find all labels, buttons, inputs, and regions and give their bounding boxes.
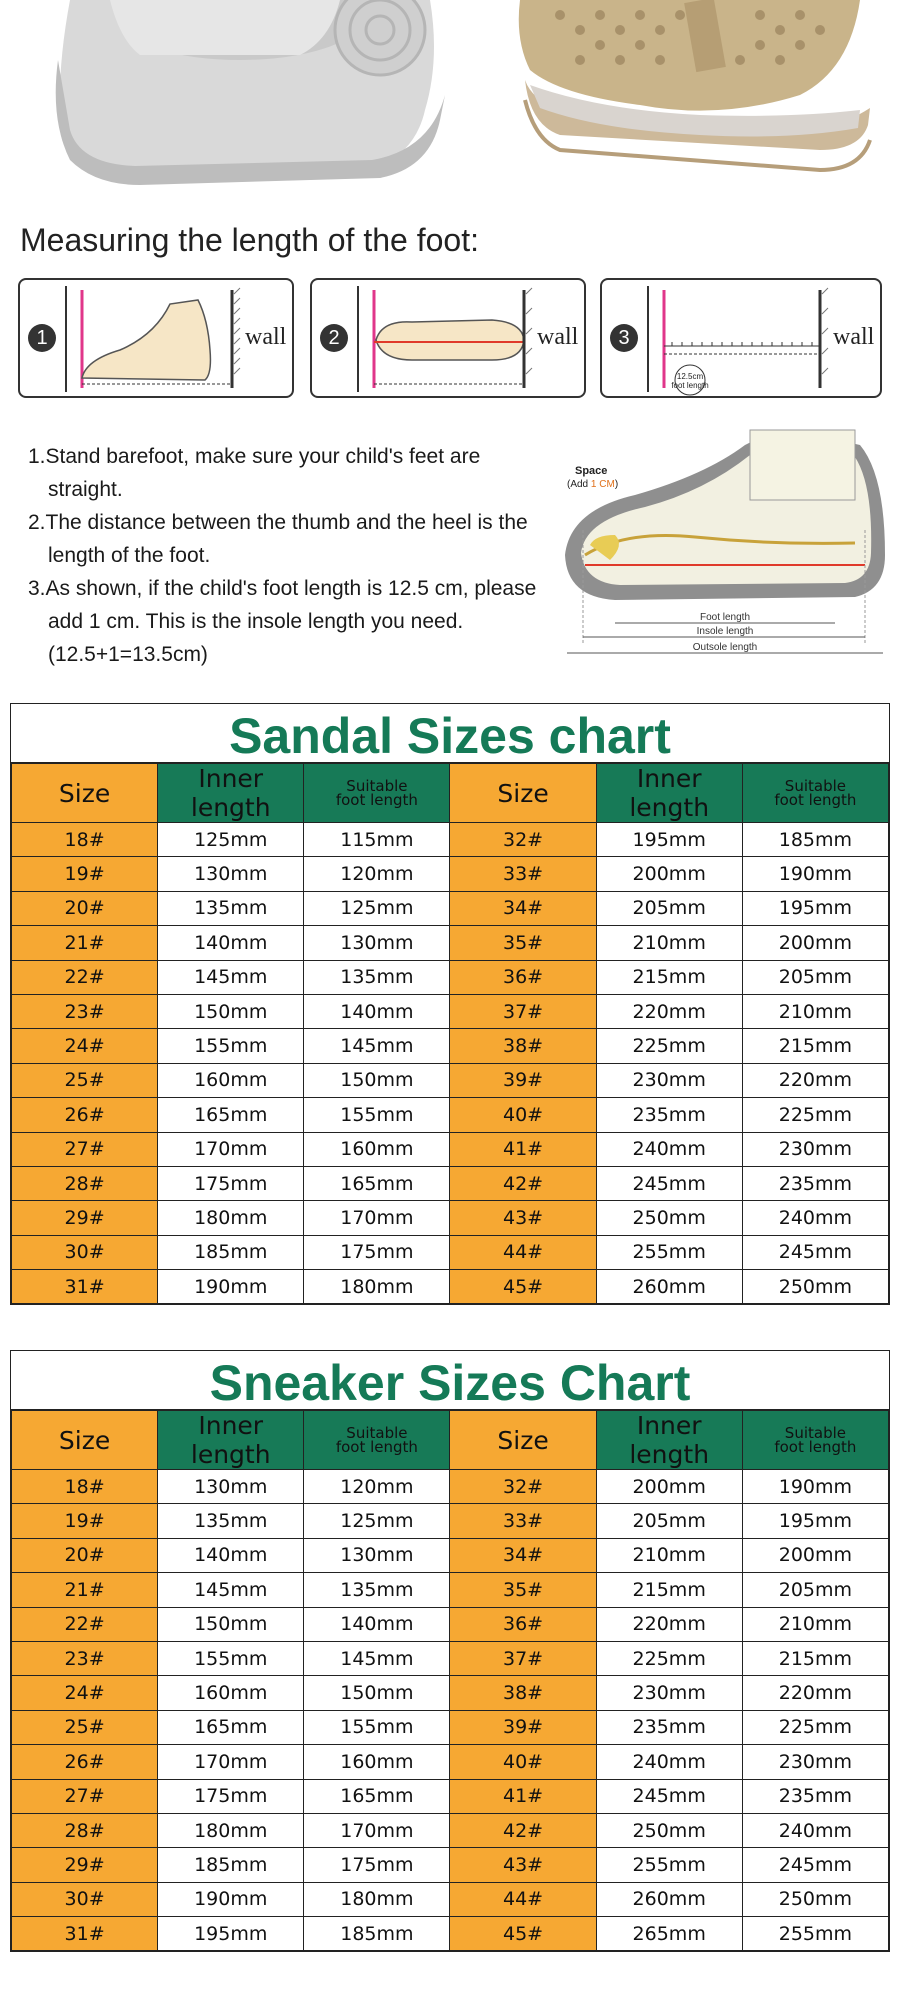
foot-length-cell: 205mm — [742, 960, 888, 994]
foot-length-cell: 145mm — [304, 1029, 450, 1063]
header-size: Size — [12, 1411, 158, 1470]
size-cell: 19# — [12, 1504, 158, 1538]
shoe-cross-section-icon — [555, 425, 895, 675]
table-header-row — [12, 764, 889, 823]
inner-length-cell: 140mm — [158, 1538, 304, 1572]
size-cell: 26# — [12, 1098, 158, 1132]
size-cell: 29# — [12, 1201, 158, 1235]
inner-length-cell: 165mm — [158, 1710, 304, 1744]
foot-length-cell: 245mm — [742, 1848, 888, 1882]
size-cell: 36# — [450, 1607, 596, 1641]
size-cell: 19# — [12, 857, 158, 891]
size-cell: 29# — [12, 1848, 158, 1882]
size-cell: 28# — [12, 1813, 158, 1847]
size-cell: 41# — [450, 1779, 596, 1813]
size-cell: 25# — [12, 1063, 158, 1097]
sneaker-table-body — [12, 1470, 889, 1951]
ruler-note-line2: foot length — [671, 381, 709, 390]
foot-length-cell: 190mm — [742, 1470, 888, 1504]
size-cell: 37# — [450, 1641, 596, 1675]
instruction-2: 2.The distance between the thumb and the heel is the length of the foot. — [28, 511, 528, 567]
foot-length-cell: 175mm — [304, 1235, 450, 1269]
inner-length-cell: 215mm — [596, 960, 742, 994]
step-2-panel — [310, 278, 586, 398]
size-cell: 20# — [12, 1538, 158, 1572]
size-cell: 43# — [450, 1201, 596, 1235]
size-cell: 22# — [12, 960, 158, 994]
table-row — [12, 1504, 889, 1538]
table-row — [12, 1063, 889, 1097]
foot-length-cell: 245mm — [742, 1235, 888, 1269]
inner-length-cell: 180mm — [158, 1201, 304, 1235]
foot-length-cell: 125mm — [304, 1504, 450, 1538]
foot-length-cell: 160mm — [304, 1132, 450, 1166]
foot-length-cell: 115mm — [304, 823, 450, 857]
foot-length-cell: 170mm — [304, 1813, 450, 1847]
inner-length-cell: 155mm — [158, 1029, 304, 1063]
size-cell: 35# — [450, 1573, 596, 1607]
foot-length-cell: 175mm — [304, 1848, 450, 1882]
insole-length-label: Insole length — [696, 626, 754, 637]
inner-length-cell: 165mm — [158, 1098, 304, 1132]
foot-length-cell: 200mm — [742, 926, 888, 960]
inner-length-cell: 150mm — [158, 994, 304, 1028]
inner-length-cell: 245mm — [596, 1166, 742, 1200]
foot-length-cell: 150mm — [304, 1676, 450, 1710]
inner-length-cell: 210mm — [596, 926, 742, 960]
table-row — [12, 857, 889, 891]
header-inner-length: Inner length — [596, 764, 742, 823]
inner-length-cell: 265mm — [596, 1917, 742, 1951]
table-row — [12, 891, 889, 925]
size-cell: 22# — [12, 1607, 158, 1641]
foot-length-cell: 155mm — [304, 1710, 450, 1744]
foot-length-cell: 235mm — [742, 1779, 888, 1813]
size-cell: 23# — [12, 1641, 158, 1675]
inner-length-cell: 220mm — [596, 994, 742, 1028]
step-number-1: 1 — [28, 324, 56, 352]
inner-length-cell: 190mm — [158, 1270, 304, 1304]
table-row — [12, 1882, 889, 1916]
header-size: Size — [12, 764, 158, 823]
foot-length-label: Foot length — [699, 612, 751, 623]
foot-length-cell: 120mm — [304, 1470, 450, 1504]
inner-length-cell: 200mm — [596, 857, 742, 891]
foot-length-cell: 220mm — [742, 1063, 888, 1097]
foot-length-cell: 120mm — [304, 857, 450, 891]
size-cell: 40# — [450, 1745, 596, 1779]
table-row — [12, 1641, 889, 1675]
sandal-chart-title: Sandal Sizes chart — [11, 704, 889, 763]
size-cell: 42# — [450, 1813, 596, 1847]
inner-length-cell: 205mm — [596, 1504, 742, 1538]
size-cell: 45# — [450, 1917, 596, 1951]
table-row — [12, 1813, 889, 1847]
foot-length-cell: 230mm — [742, 1745, 888, 1779]
measuring-title: Measuring the length of the foot: — [20, 222, 479, 258]
table-row — [12, 1745, 889, 1779]
inner-length-cell: 190mm — [158, 1882, 304, 1916]
foot-length-cell: 140mm — [304, 1607, 450, 1641]
inner-length-cell: 235mm — [596, 1098, 742, 1132]
inner-length-cell: 160mm — [158, 1063, 304, 1097]
table-row — [12, 1573, 889, 1607]
foot-length-cell: 135mm — [304, 1573, 450, 1607]
size-cell: 18# — [12, 1470, 158, 1504]
foot-length-cell: 230mm — [742, 1132, 888, 1166]
size-cell: 31# — [12, 1917, 158, 1951]
inner-length-cell: 245mm — [596, 1779, 742, 1813]
table-row — [12, 1098, 889, 1132]
size-cell: 18# — [12, 823, 158, 857]
foot-length-cell: 145mm — [304, 1641, 450, 1675]
foot-length-cell: 215mm — [742, 1029, 888, 1063]
inner-length-cell: 185mm — [158, 1235, 304, 1269]
inner-length-cell: 130mm — [158, 1470, 304, 1504]
inner-length-cell: 235mm — [596, 1710, 742, 1744]
table-row — [12, 1029, 889, 1063]
inner-length-cell: 205mm — [596, 891, 742, 925]
inner-length-cell: 255mm — [596, 1235, 742, 1269]
inner-length-cell: 145mm — [158, 1573, 304, 1607]
inner-length-cell: 175mm — [158, 1779, 304, 1813]
inner-length-cell: 180mm — [158, 1813, 304, 1847]
inner-length-cell: 195mm — [596, 823, 742, 857]
inner-length-cell: 240mm — [596, 1745, 742, 1779]
add-label: (Add 1 CM) — [567, 479, 619, 490]
size-cell: 41# — [450, 1132, 596, 1166]
inner-length-cell: 225mm — [596, 1641, 742, 1675]
inner-length-cell: 200mm — [596, 1470, 742, 1504]
table-row — [12, 1917, 889, 1951]
foot-length-cell: 225mm — [742, 1098, 888, 1132]
inner-length-cell: 170mm — [158, 1745, 304, 1779]
table-row — [12, 926, 889, 960]
foot-length-cell: 235mm — [742, 1166, 888, 1200]
sneaker-size-table — [11, 1410, 889, 1951]
table-row — [12, 1607, 889, 1641]
size-cell: 20# — [12, 891, 158, 925]
header-inner-length: Inner length — [158, 764, 304, 823]
foot-length-cell: 180mm — [304, 1882, 450, 1916]
instruction-3: 3.As shown, if the child's foot length is 12.5 cm, please add 1 cm. This is the insole length you need.(12.5+1=13.5cm) — [28, 577, 537, 666]
inner-length-cell: 210mm — [596, 1538, 742, 1572]
sandal-size-chart — [10, 703, 890, 1305]
foot-length-cell: 215mm — [742, 1641, 888, 1675]
foot-length-cell: 135mm — [304, 960, 450, 994]
inner-length-cell: 250mm — [596, 1201, 742, 1235]
size-cell: 43# — [450, 1848, 596, 1882]
inner-length-cell: 145mm — [158, 960, 304, 994]
inner-length-cell: 220mm — [596, 1607, 742, 1641]
size-cell: 27# — [12, 1779, 158, 1813]
size-cell: 33# — [450, 1504, 596, 1538]
foot-length-cell: 150mm — [304, 1063, 450, 1097]
table-row — [12, 1201, 889, 1235]
ruler-note-line1: 12.5cm — [676, 372, 704, 381]
table-row — [12, 1848, 889, 1882]
measuring-instructions — [28, 440, 548, 671]
size-cell: 28# — [12, 1166, 158, 1200]
foot-length-cell: 200mm — [742, 1538, 888, 1572]
wall-label: wall — [833, 324, 875, 350]
foot-length-cell: 205mm — [742, 1573, 888, 1607]
size-cell: 36# — [450, 960, 596, 994]
size-cell: 37# — [450, 994, 596, 1028]
sneaker-chart-title: Sneaker Sizes Chart — [11, 1351, 889, 1410]
foot-length-cell: 180mm — [304, 1270, 450, 1304]
outsole-length-label: Outsole length — [692, 642, 758, 653]
foot-length-cell: 170mm — [304, 1201, 450, 1235]
foot-length-cell: 185mm — [742, 823, 888, 857]
table-header-row — [12, 1411, 889, 1470]
size-cell: 38# — [450, 1029, 596, 1063]
size-cell: 32# — [450, 823, 596, 857]
table-row — [12, 1538, 889, 1572]
inner-length-cell: 195mm — [158, 1917, 304, 1951]
size-cell: 45# — [450, 1270, 596, 1304]
size-cell: 34# — [450, 891, 596, 925]
foot-length-cell: 210mm — [742, 994, 888, 1028]
inner-length-cell: 225mm — [596, 1029, 742, 1063]
header-suitable-foot-length: Suitable foot length — [742, 764, 888, 823]
table-row — [12, 823, 889, 857]
inner-length-cell: 150mm — [158, 1607, 304, 1641]
table-row — [12, 1710, 889, 1744]
inner-length-cell: 185mm — [158, 1848, 304, 1882]
size-cell: 25# — [12, 1710, 158, 1744]
table-row — [12, 994, 889, 1028]
foot-length-cell: 250mm — [742, 1882, 888, 1916]
foot-length-cell: 250mm — [742, 1270, 888, 1304]
size-cell: 33# — [450, 857, 596, 891]
shoe-soles-illustration — [0, 0, 900, 200]
table-row — [12, 1470, 889, 1504]
foot-length-cell: 220mm — [742, 1676, 888, 1710]
inner-length-cell: 260mm — [596, 1270, 742, 1304]
inner-length-cell: 155mm — [158, 1641, 304, 1675]
foot-length-cell: 160mm — [304, 1745, 450, 1779]
inner-length-cell: 135mm — [158, 891, 304, 925]
header-suitable-foot-length: Suitable foot length — [742, 1411, 888, 1470]
foot-length-cell: 185mm — [304, 1917, 450, 1951]
size-cell: 40# — [450, 1098, 596, 1132]
inner-length-cell: 125mm — [158, 823, 304, 857]
foot-length-cell: 255mm — [742, 1917, 888, 1951]
size-cell: 30# — [12, 1882, 158, 1916]
size-cell: 21# — [12, 1573, 158, 1607]
header-inner-length: Inner length — [158, 1411, 304, 1470]
table-row — [12, 1132, 889, 1166]
size-cell: 23# — [12, 994, 158, 1028]
table-row — [12, 1270, 889, 1304]
foot-length-cell: 240mm — [742, 1201, 888, 1235]
foot-length-cell: 130mm — [304, 926, 450, 960]
inner-length-cell: 130mm — [158, 857, 304, 891]
header-size: Size — [450, 1411, 596, 1470]
instruction-1: 1.Stand barefoot, make sure your child's feet are straight. — [28, 445, 481, 501]
inner-length-cell: 170mm — [158, 1132, 304, 1166]
table-row — [12, 1166, 889, 1200]
inner-length-cell: 215mm — [596, 1573, 742, 1607]
shoe-soles-image — [0, 0, 900, 200]
header-size: Size — [450, 764, 596, 823]
inner-length-cell: 240mm — [596, 1132, 742, 1166]
foot-length-cell: 190mm — [742, 857, 888, 891]
inner-length-cell: 230mm — [596, 1063, 742, 1097]
size-cell: 38# — [450, 1676, 596, 1710]
inner-length-cell: 135mm — [158, 1504, 304, 1538]
header-suitable-foot-length: Suitable foot length — [304, 764, 450, 823]
foot-length-cell: 125mm — [304, 891, 450, 925]
size-cell: 26# — [12, 1745, 158, 1779]
size-cell: 30# — [12, 1235, 158, 1269]
step-number-2: 2 — [320, 324, 348, 352]
header-suitable-foot-length: Suitable foot length — [304, 1411, 450, 1470]
size-cell: 44# — [450, 1882, 596, 1916]
size-cell: 24# — [12, 1676, 158, 1710]
space-label: Space — [575, 465, 608, 477]
table-row — [12, 1779, 889, 1813]
inner-length-cell: 250mm — [596, 1813, 742, 1847]
table-row — [12, 960, 889, 994]
foot-length-cell: 240mm — [742, 1813, 888, 1847]
wall-label: wall — [245, 324, 287, 350]
inner-length-cell: 140mm — [158, 926, 304, 960]
foot-length-cell: 165mm — [304, 1779, 450, 1813]
size-cell: 32# — [450, 1470, 596, 1504]
foot-length-cell: 195mm — [742, 891, 888, 925]
sandal-table-body — [12, 823, 889, 1304]
sandal-size-table — [11, 763, 889, 1304]
foot-length-cell: 155mm — [304, 1098, 450, 1132]
size-cell: 31# — [12, 1270, 158, 1304]
header-inner-length: Inner length — [596, 1411, 742, 1470]
foot-length-cell: 130mm — [304, 1538, 450, 1572]
size-cell: 39# — [450, 1710, 596, 1744]
shoe-length-diagram — [555, 425, 895, 675]
inner-length-cell: 255mm — [596, 1848, 742, 1882]
size-cell: 27# — [12, 1132, 158, 1166]
size-cell: 42# — [450, 1166, 596, 1200]
size-cell: 21# — [12, 926, 158, 960]
sneaker-size-chart — [10, 1350, 890, 1952]
foot-length-cell: 225mm — [742, 1710, 888, 1744]
inner-length-cell: 230mm — [596, 1676, 742, 1710]
step-1-panel — [18, 278, 294, 398]
foot-length-cell: 195mm — [742, 1504, 888, 1538]
step-3-panel — [600, 278, 882, 398]
table-row — [12, 1235, 889, 1269]
size-cell: 34# — [450, 1538, 596, 1572]
table-row — [12, 1676, 889, 1710]
size-cell: 24# — [12, 1029, 158, 1063]
foot-length-cell: 210mm — [742, 1607, 888, 1641]
size-cell: 35# — [450, 926, 596, 960]
size-cell: 39# — [450, 1063, 596, 1097]
foot-length-cell: 140mm — [304, 994, 450, 1028]
size-cell: 44# — [450, 1235, 596, 1269]
foot-length-cell: 165mm — [304, 1166, 450, 1200]
inner-length-cell: 175mm — [158, 1166, 304, 1200]
inner-length-cell: 160mm — [158, 1676, 304, 1710]
inner-length-cell: 260mm — [596, 1882, 742, 1916]
wall-label: wall — [537, 324, 579, 350]
step-number-3: 3 — [610, 324, 638, 352]
